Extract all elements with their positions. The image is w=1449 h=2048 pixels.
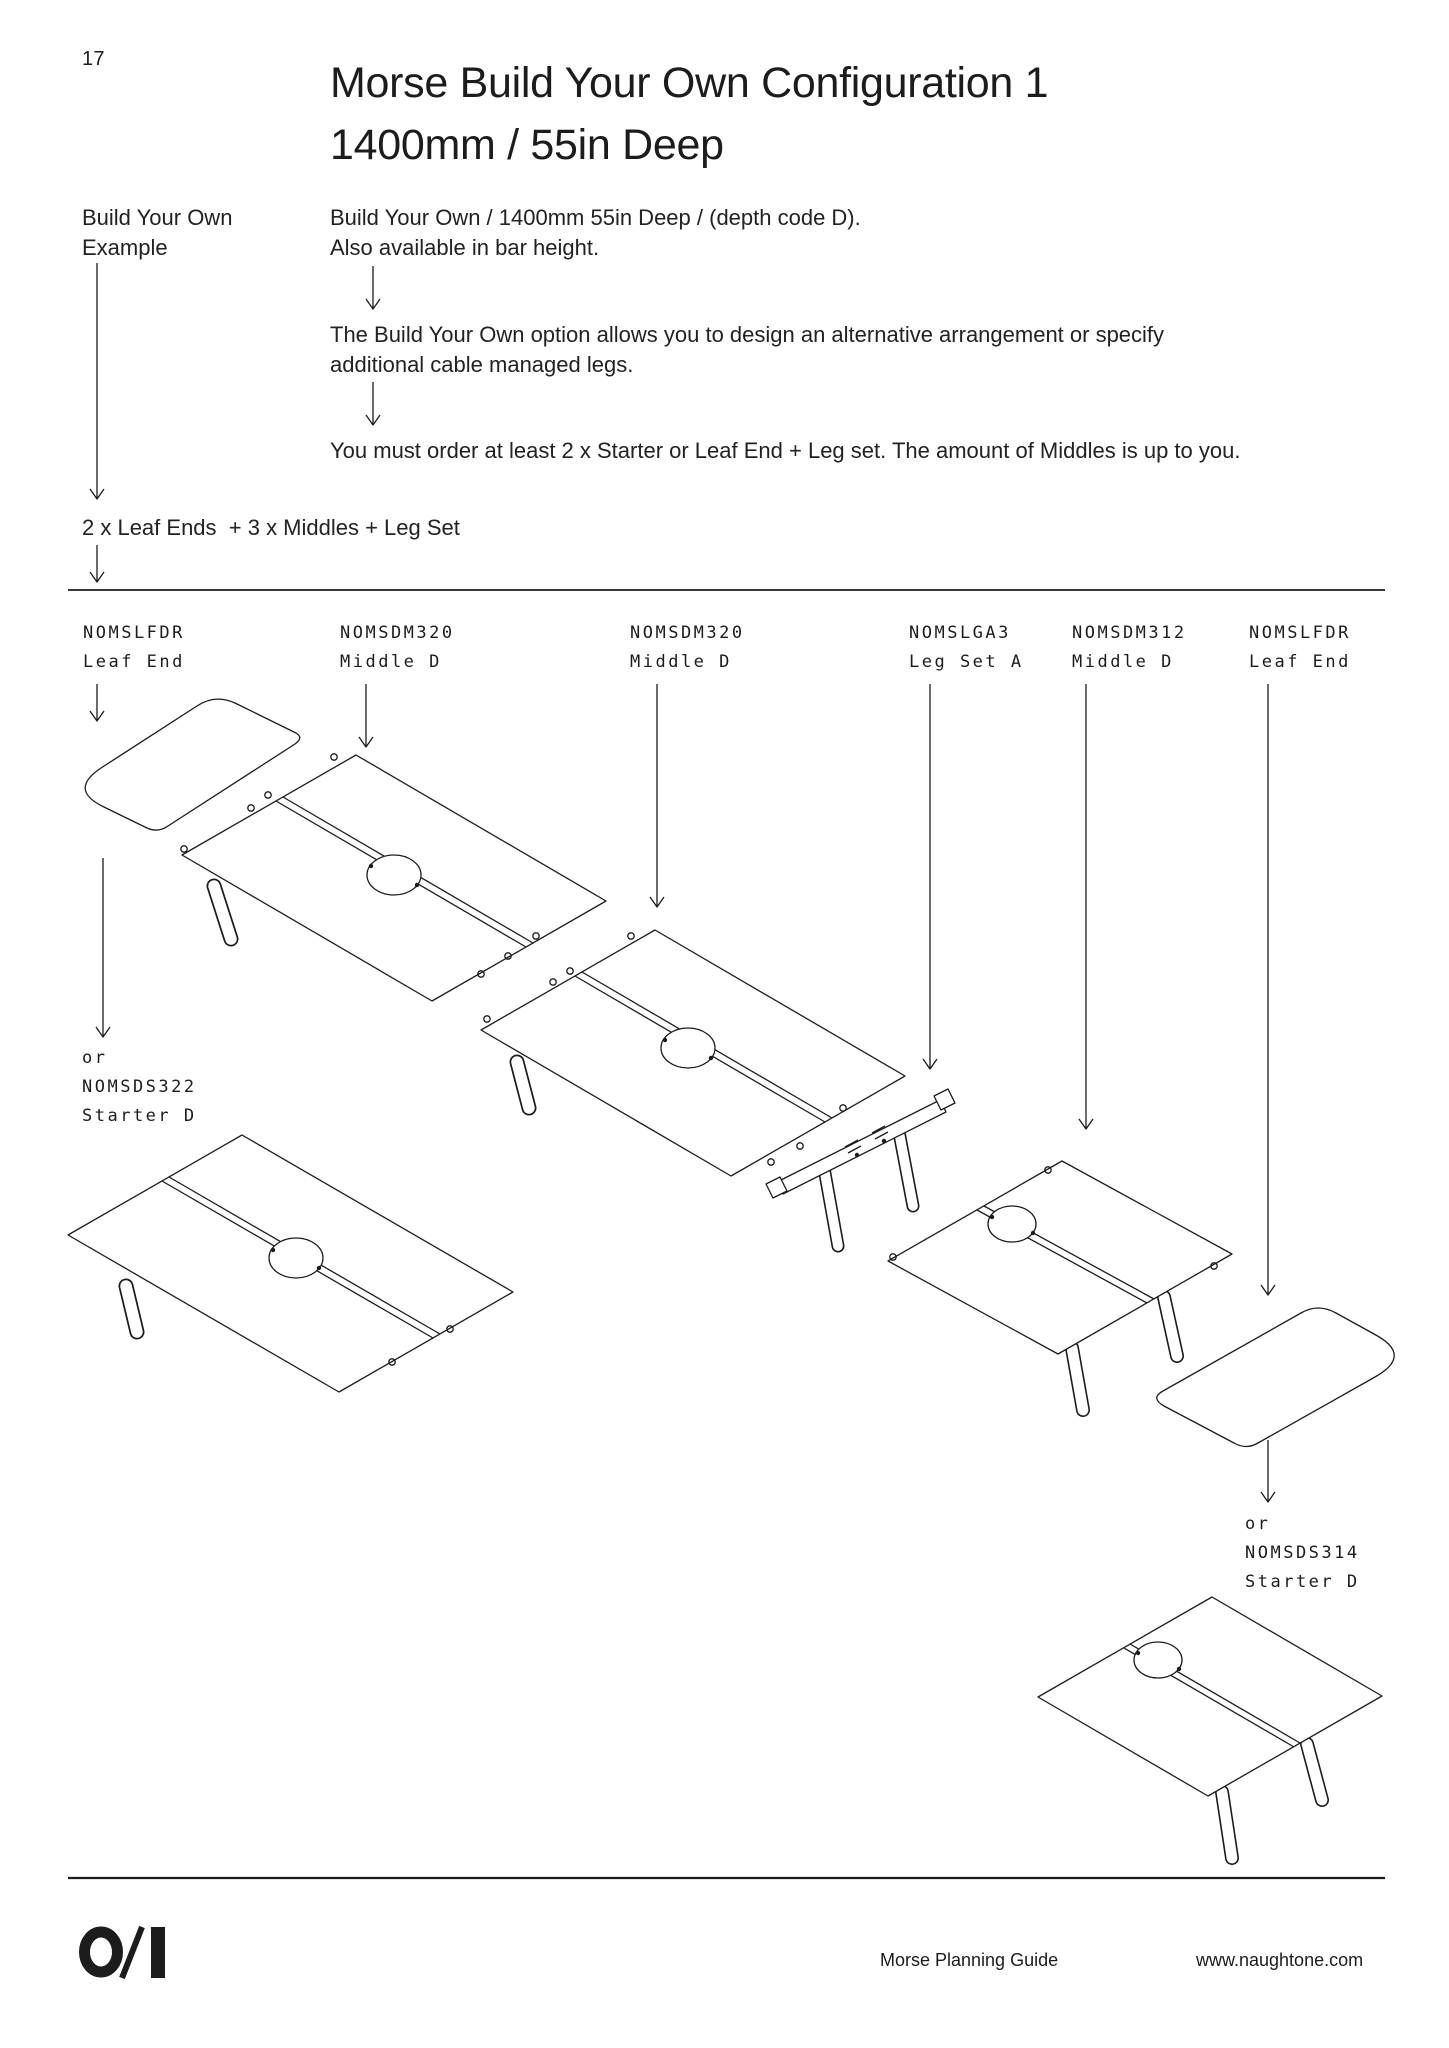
component-name: Middle D (340, 652, 442, 672)
spec-text (330, 203, 861, 263)
or-prefix: or (82, 1048, 108, 1068)
spec-line2: Also available in bar height. (330, 235, 600, 260)
middle-d-drawing-2 (481, 930, 905, 1176)
arrow-down-icon (96, 858, 110, 1037)
arrow-down-icon (359, 684, 373, 747)
arrow-down-icon (1261, 1440, 1275, 1502)
page-title (330, 52, 1048, 176)
naughtone-logo (85, 1927, 159, 1978)
component-name: Leaf End (83, 652, 185, 672)
alternative-label-left (82, 1044, 197, 1131)
middle-d-drawing-1 (181, 754, 606, 1001)
component-label-middle-2 (630, 619, 745, 677)
component-name: Leaf End (1249, 652, 1351, 672)
component-code: NOMSLGA3 (909, 623, 1011, 643)
footer-document-name: Morse Planning Guide (880, 1950, 1059, 1970)
starter-d-drawing-right (1038, 1597, 1382, 1858)
arrow-down-icon (1261, 684, 1275, 1295)
component-label-leg-set (909, 619, 1024, 677)
arrow-down-icon (90, 684, 104, 721)
alternative-name: Starter D (1245, 1572, 1360, 1592)
component-name: Middle D (630, 652, 732, 672)
component-code: NOMSDM312 (1072, 623, 1187, 643)
component-name: Middle D (1072, 652, 1174, 672)
alternative-label-right (1245, 1510, 1360, 1597)
component-label-middle-3 (1072, 619, 1187, 677)
spec-line1: Build Your Own / 1400mm 55in Deep / (depth code D). (330, 205, 861, 230)
page-number: 17 (82, 48, 105, 70)
component-label-leaf-end-2 (1249, 619, 1351, 677)
arrow-down-icon (90, 263, 104, 499)
component-code: NOMSDM320 (340, 623, 455, 643)
footer-website-link[interactable]: www.naughtone.com (1196, 1950, 1364, 1970)
starter-d-drawing-left (68, 1135, 513, 1392)
arrow-down-icon (1079, 684, 1093, 1129)
page-title-line2: 1400mm / 55in Deep (330, 121, 724, 169)
alternative-code: NOMSDS322 (82, 1077, 197, 1097)
middle-d-drawing-3 (888, 1161, 1232, 1410)
page-title-line1: Morse Build Your Own Configuration 1 (330, 59, 1049, 107)
component-name: Leg Set A (909, 652, 1024, 672)
component-label-middle-1 (340, 619, 455, 677)
example-side-label: Build Your Own Example (82, 205, 233, 260)
description-line2: additional cable managed legs. (330, 352, 634, 377)
order-rule-text: You must order at least 2 x Starter or Leaf End + Leg set. The amount of Middles is up to you. (330, 438, 1241, 463)
or-prefix: or (1245, 1514, 1271, 1534)
configuration-formula: 2 x Leaf Ends + 3 x Middles + Leg Set (82, 515, 460, 540)
arrow-down-icon (366, 266, 380, 309)
component-code: NOMSLFDR (1249, 623, 1351, 643)
arrow-down-icon (923, 684, 937, 1069)
arrow-down-icon (90, 545, 104, 582)
leaf-end-drawing-right (1157, 1308, 1395, 1447)
component-label-leaf-end-1 (83, 619, 185, 677)
description-text (330, 320, 1164, 380)
description-line1: The Build Your Own option allows you to design an alternative arrangement or specify (330, 322, 1165, 347)
component-code: NOMSDM320 (630, 623, 745, 643)
alternative-name: Starter D (82, 1106, 197, 1126)
arrow-down-icon (366, 382, 380, 425)
component-code: NOMSLFDR (83, 623, 185, 643)
alternative-code: NOMSDS314 (1245, 1543, 1360, 1563)
arrow-down-icon (650, 684, 664, 907)
